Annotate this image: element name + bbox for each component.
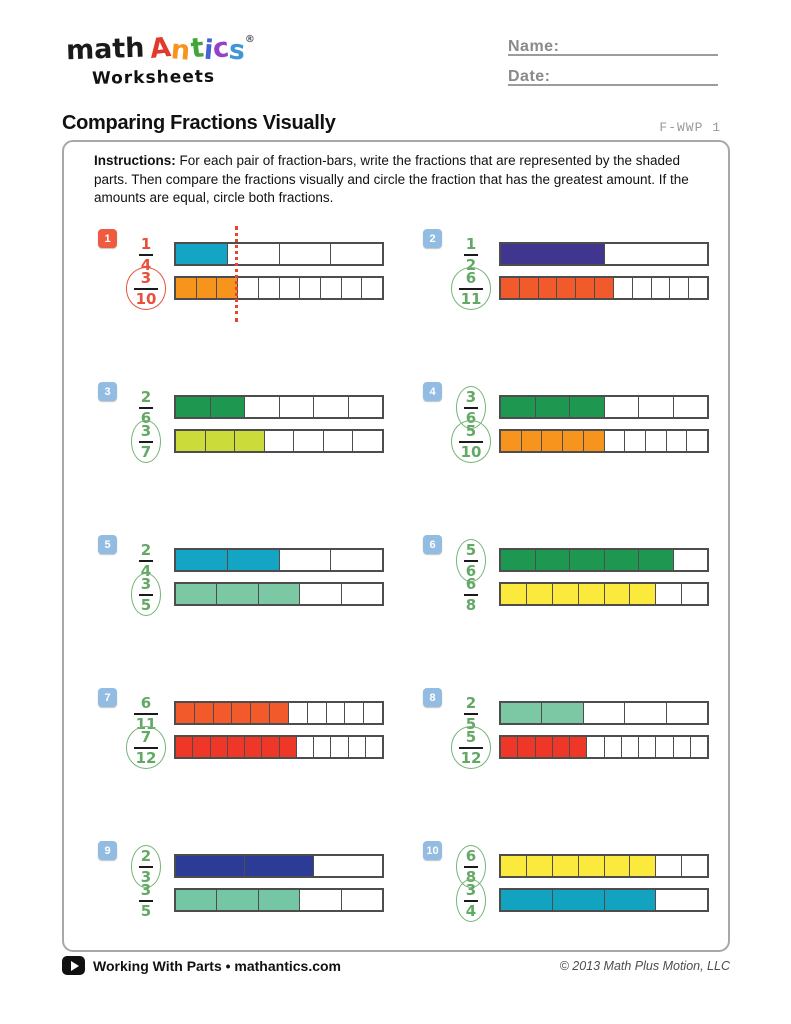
fraction-bar [499, 701, 709, 725]
bar-segment-shaded [176, 244, 228, 264]
problem-number-badge: 6 [423, 535, 442, 554]
problem-number-badge: 10 [423, 841, 442, 860]
bar-segment-empty [625, 431, 646, 451]
bar-segment-empty [656, 584, 682, 604]
problem-number-badge: 4 [423, 382, 442, 401]
fraction-3-5 [138, 880, 154, 920]
denominator: 5 [465, 714, 477, 733]
bar-segment-shaded [501, 244, 605, 264]
bar-segment-shaded [501, 584, 527, 604]
fraction-5-12 [458, 727, 485, 767]
fraction-bar [499, 548, 709, 572]
denominator: 12 [135, 748, 157, 767]
bar-segment-empty [314, 856, 382, 876]
bar-segment-shaded [536, 737, 553, 757]
bar-segment-empty [324, 431, 354, 451]
denominator: 7 [140, 442, 152, 461]
bar-segment-shaded [259, 890, 300, 910]
bar-segment-empty [633, 278, 652, 298]
bar-segment-shaded [553, 856, 579, 876]
footer [62, 956, 730, 975]
fraction-bar [499, 276, 709, 300]
numerator: 3 [465, 387, 477, 406]
fraction-3-5 [138, 574, 154, 614]
bar-segment-shaded [176, 397, 211, 417]
logo-word-antics: Antics® [148, 31, 255, 67]
problem-number-badge: 5 [98, 535, 117, 554]
numerator: 6 [465, 574, 477, 593]
bar-segment-shaded [501, 397, 536, 417]
bar-segment-shaded [197, 278, 218, 298]
name-label: Name: [508, 38, 560, 55]
bar-segment-empty [682, 584, 707, 604]
bar-segment-empty [639, 397, 674, 417]
bar-segment-empty [314, 397, 349, 417]
fraction-oval [451, 726, 492, 769]
bar-segment-empty [294, 431, 324, 451]
denominator: 6 [465, 561, 477, 580]
logo-wordmark [65, 31, 306, 67]
bar-segment-shaded [605, 550, 640, 570]
bar-segment-shaded [584, 431, 605, 451]
denominator: 5 [140, 595, 152, 614]
bar-segment-shaded [553, 737, 570, 757]
bar-segment-shaded [214, 703, 233, 723]
bar-segment-shaded [176, 584, 217, 604]
bar-segment-shaded [520, 278, 539, 298]
problem-8 [423, 681, 723, 834]
fraction-bar [174, 242, 384, 266]
bar-segment-empty [300, 278, 321, 298]
bar-segment-shaded [176, 890, 217, 910]
numerator: 3 [140, 880, 152, 899]
bar-segment-empty [300, 890, 341, 910]
fraction-oval [456, 573, 486, 616]
fraction-bar [499, 888, 709, 912]
numerator: 2 [140, 846, 152, 865]
bar-segment-shaded [211, 737, 228, 757]
bar-segment-shaded [630, 584, 656, 604]
problem-6 [423, 528, 723, 681]
problem-2 [423, 222, 723, 375]
bar-segment-shaded [518, 737, 535, 757]
worksheet-code: F-WWP 1 [659, 120, 721, 135]
fraction-bar [499, 854, 709, 878]
numerator: 6 [465, 268, 477, 287]
bar-segment-empty [280, 244, 332, 264]
bar-segment-empty [667, 703, 707, 723]
bar-segment-shaded [217, 890, 258, 910]
fraction-bar [174, 582, 384, 606]
bar-segment-shaded [563, 431, 584, 451]
fraction-bar [499, 242, 709, 266]
math-antics-logo [65, 31, 306, 89]
bar-segment-shaded [527, 856, 553, 876]
bar-segment-empty [259, 278, 280, 298]
bar-segment-empty [687, 431, 707, 451]
bar-segment-shaded [501, 431, 522, 451]
bar-segment-empty [652, 278, 671, 298]
bar-segment-shaded [536, 550, 571, 570]
bar-segment-empty [342, 890, 382, 910]
fraction-bar [499, 395, 709, 419]
bar-segment-empty [674, 737, 691, 757]
bar-segment-shaded [501, 703, 542, 723]
bar-segment-empty [656, 856, 682, 876]
fraction-5-10 [458, 421, 485, 461]
bar-segment-shaded [176, 550, 228, 570]
bar-segment-empty [364, 703, 382, 723]
bar-segment-shaded [228, 550, 280, 570]
bar-segment-shaded [579, 856, 605, 876]
bar-segment-empty [605, 431, 626, 451]
numerator: 2 [140, 387, 152, 406]
bar-segment-shaded [501, 890, 553, 910]
bar-segment-shaded [176, 278, 197, 298]
fraction-bar [499, 582, 709, 606]
bar-segment-shaded [605, 856, 631, 876]
numerator: 7 [140, 727, 152, 746]
bar-segment-shaded [570, 737, 587, 757]
denominator: 8 [465, 595, 477, 614]
bar-segment-shaded [576, 278, 595, 298]
bar-segment-empty [321, 278, 342, 298]
bar-segment-shaded [595, 278, 614, 298]
bar-segment-empty [280, 397, 315, 417]
denominator: 6 [465, 408, 477, 427]
fraction-oval [126, 267, 167, 310]
fraction-7-12 [133, 727, 160, 767]
problem-3 [98, 375, 398, 528]
bar-segment-empty [297, 737, 314, 757]
bar-segment-empty [362, 278, 382, 298]
bar-segment-shaded [176, 431, 206, 451]
bar-segment-shaded [176, 737, 193, 757]
problem-number-badge: 3 [98, 382, 117, 401]
bar-segment-empty [331, 550, 382, 570]
fraction-bar [174, 888, 384, 912]
bar-segment-shaded [536, 397, 571, 417]
bar-segment-shaded [527, 584, 553, 604]
bar-segment-shaded [206, 431, 236, 451]
bar-segment-shaded [259, 584, 300, 604]
numerator: 1 [465, 234, 477, 253]
bar-segment-empty [587, 737, 604, 757]
bar-segment-empty [667, 431, 688, 451]
problem-number-badge: 2 [423, 229, 442, 248]
numerator: 3 [140, 574, 152, 593]
bar-segment-shaded [570, 550, 605, 570]
bar-segment-shaded [542, 431, 563, 451]
problem-number-badge: 1 [98, 229, 117, 248]
problem-5 [98, 528, 398, 681]
bar-segment-empty [345, 703, 364, 723]
fraction-3-4 [463, 880, 479, 920]
bar-segment-shaded [235, 431, 265, 451]
bar-segment-empty [342, 278, 363, 298]
fraction-bar [174, 395, 384, 419]
denominator: 10 [135, 289, 157, 308]
bar-segment-shaded [630, 856, 656, 876]
bar-segment-shaded [579, 584, 605, 604]
bar-segment-empty [245, 397, 280, 417]
denominator: 10 [460, 442, 482, 461]
bar-segment-empty [331, 244, 382, 264]
bar-segment-empty [605, 737, 622, 757]
bar-segment-shaded [522, 431, 543, 451]
bar-segment-empty [349, 737, 366, 757]
fraction-oval [456, 879, 486, 922]
denominator: 11 [460, 289, 482, 308]
fraction-bar [174, 854, 384, 878]
bar-segment-empty [300, 584, 341, 604]
bar-segment-empty [349, 397, 383, 417]
numerator: 5 [465, 421, 477, 440]
bar-segment-shaded [605, 890, 657, 910]
bar-segment-shaded [176, 703, 195, 723]
comparison-dotted-line [235, 226, 238, 322]
logo-word-math: math [65, 32, 146, 67]
problem-number-badge: 7 [98, 688, 117, 707]
bar-segment-shaded [193, 737, 210, 757]
bar-segment-empty [670, 278, 689, 298]
fraction-6-8 [463, 574, 479, 614]
fraction-bar [174, 701, 384, 725]
bar-segment-shaded [176, 856, 245, 876]
numerator: 2 [140, 540, 152, 559]
bar-segment-shaded [280, 737, 297, 757]
bar-segment-empty [656, 737, 673, 757]
bar-segment-shaded [539, 278, 558, 298]
bar-segment-empty [327, 703, 346, 723]
denominator: 8 [465, 867, 477, 886]
fraction-oval [131, 879, 161, 922]
bar-segment-empty [342, 584, 382, 604]
bar-segment-shaded [232, 703, 251, 723]
bar-segment-empty [584, 703, 625, 723]
fraction-oval [451, 420, 492, 463]
denominator: 3 [140, 867, 152, 886]
bar-segment-shaded [270, 703, 289, 723]
instructions-label: Instructions: [94, 153, 176, 168]
bar-segment-empty [614, 278, 633, 298]
logo-subtitle: Worksheets [91, 66, 216, 89]
instructions-text: For each pair of fraction-bars, write the fractions that are represented by the shaded parts. Then compare the fractions visually and circle the fraction that has the greatest amount. If the amounts are equal, circle both fractions. [94, 153, 689, 206]
bar-segment-shaded [501, 856, 527, 876]
bar-segment-shaded [501, 737, 518, 757]
problem-4 [423, 375, 723, 528]
numerator: 3 [140, 421, 152, 440]
footer-copyright: © 2013 Math Plus Motion, LLC [559, 958, 730, 973]
denominator: 12 [460, 748, 482, 767]
bar-segment-shaded [217, 584, 258, 604]
bar-segment-empty [674, 397, 708, 417]
fraction-oval [451, 267, 492, 310]
bar-segment-shaded [245, 856, 314, 876]
numerator: 5 [465, 727, 477, 746]
worksheet-body-box [62, 140, 730, 952]
play-icon [62, 956, 85, 975]
bar-segment-shaded [501, 550, 536, 570]
bar-segment-empty [646, 431, 667, 451]
denominator: 4 [465, 901, 477, 920]
bar-segment-empty [639, 737, 656, 757]
bar-segment-shaded [553, 890, 605, 910]
fraction-bar [174, 548, 384, 572]
denominator: 11 [135, 714, 157, 733]
bar-segment-empty [622, 737, 639, 757]
fraction-bar [499, 735, 709, 759]
bar-segment-empty [366, 737, 382, 757]
bar-segment-empty [691, 737, 707, 757]
numerator: 5 [465, 540, 477, 559]
denominator: 5 [140, 901, 152, 920]
bar-segment-empty [280, 278, 301, 298]
fraction-6-11 [458, 268, 485, 308]
problem-7 [98, 681, 398, 834]
fraction-oval [126, 726, 167, 769]
fraction-bar [174, 276, 384, 300]
bar-segment-shaded [605, 584, 631, 604]
numerator: 3 [465, 880, 477, 899]
bar-segment-empty [331, 737, 348, 757]
bar-segment-shaded [251, 703, 270, 723]
bar-segment-empty [280, 550, 332, 570]
numerator: 1 [140, 234, 152, 253]
bar-segment-empty [689, 278, 707, 298]
fraction-3-10 [133, 268, 160, 308]
footer-lesson-title: Working With Parts • mathantics.com [93, 957, 342, 974]
bar-segment-empty [605, 397, 640, 417]
bar-segment-shaded [557, 278, 576, 298]
bar-segment-shaded [211, 397, 246, 417]
bar-segment-empty [238, 278, 259, 298]
fraction-bar [174, 735, 384, 759]
bar-segment-empty [314, 737, 331, 757]
bar-segment-shaded [228, 737, 245, 757]
numerator: 6 [140, 693, 152, 712]
problems-grid [98, 222, 708, 987]
fraction-bar [499, 429, 709, 453]
instructions [64, 142, 728, 208]
bar-segment-empty [656, 890, 707, 910]
denominator: 6 [140, 408, 152, 427]
play-triangle-icon [71, 961, 79, 971]
bar-segment-shaded [262, 737, 279, 757]
problem-number-badge: 8 [423, 688, 442, 707]
numerator: 3 [140, 268, 152, 287]
bar-segment-empty [308, 703, 327, 723]
numerator: 2 [465, 693, 477, 712]
bar-segment-shaded [553, 584, 579, 604]
date-label: Date: [508, 68, 551, 85]
bar-segment-empty [674, 550, 708, 570]
bar-segment-empty [682, 856, 707, 876]
bar-segment-shaded [245, 737, 262, 757]
bar-segment-empty [353, 431, 382, 451]
bar-segment-shaded [501, 278, 520, 298]
bar-segment-shaded [195, 703, 214, 723]
fraction-bar [174, 429, 384, 453]
fraction-3-7 [138, 421, 154, 461]
denominator: 2 [465, 255, 477, 274]
bar-segment-shaded [542, 703, 583, 723]
fraction-oval [131, 420, 161, 463]
bar-segment-empty [265, 431, 295, 451]
bar-segment-shaded [570, 397, 605, 417]
fraction-oval [131, 573, 161, 616]
page-title: Comparing Fractions Visually [62, 112, 336, 134]
bar-segment-empty [625, 703, 666, 723]
bar-segment-empty [605, 244, 708, 264]
numerator: 6 [465, 846, 477, 865]
problem-1 [98, 222, 398, 375]
bar-segment-shaded [639, 550, 674, 570]
denominator: 4 [140, 255, 152, 274]
denominator: 4 [140, 561, 152, 580]
problem-number-badge: 9 [98, 841, 117, 860]
name-date-block [508, 38, 718, 98]
bar-segment-empty [289, 703, 308, 723]
